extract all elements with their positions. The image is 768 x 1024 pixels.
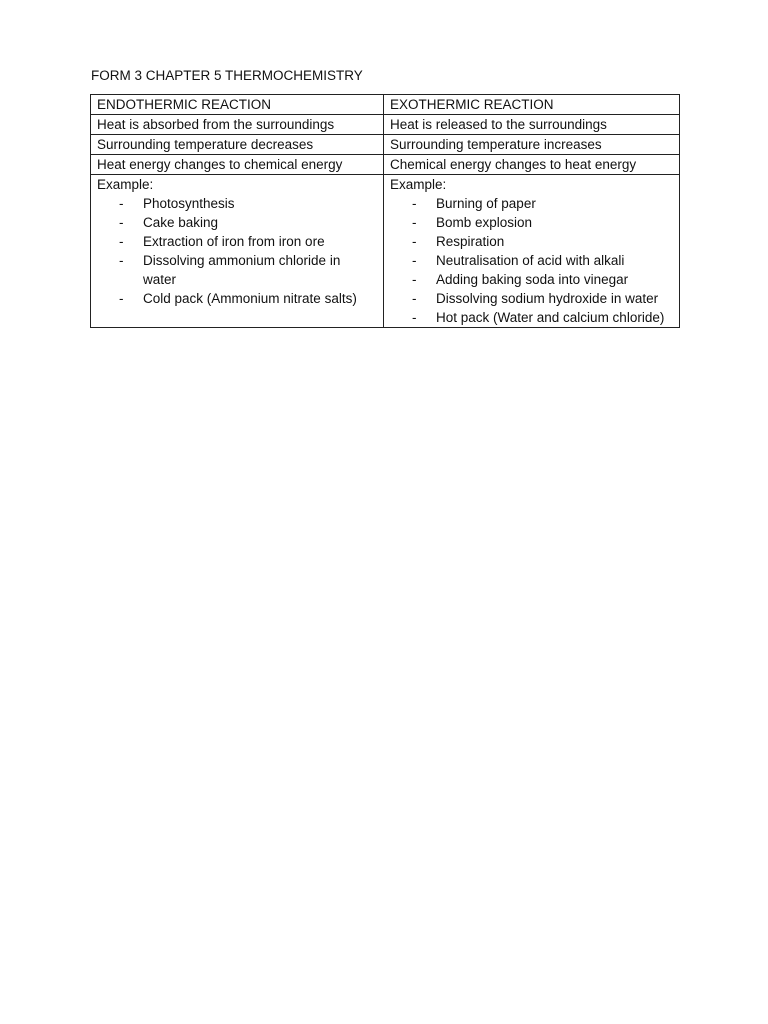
list-item: - Respiration — [390, 232, 673, 251]
table-row — [91, 155, 680, 175]
exothermic-temperature-cell: Surrounding temperature increases — [384, 135, 680, 155]
header-exothermic: EXOTHERMIC REACTION — [384, 95, 680, 115]
exothermic-examples-list — [390, 194, 673, 327]
table-row — [91, 115, 680, 135]
table-header-row — [91, 95, 680, 115]
list-item: - Dissolving ammonium chloride in water — [97, 251, 377, 289]
examples-row — [91, 175, 680, 328]
list-item: - Photosynthesis — [97, 194, 377, 213]
table-row — [91, 135, 680, 155]
list-item: - Cake baking — [97, 213, 377, 232]
exothermic-energy-cell: Chemical energy changes to heat energy — [384, 155, 680, 175]
endothermic-heat-cell: Heat is absorbed from the surroundings — [91, 115, 384, 135]
document-title: FORM 3 CHAPTER 5 THERMOCHEMISTRY — [91, 68, 363, 83]
endothermic-examples-cell — [91, 175, 384, 328]
endothermic-energy-cell: Heat energy changes to chemical energy — [91, 155, 384, 175]
endothermic-temperature-cell: Surrounding temperature decreases — [91, 135, 384, 155]
header-endothermic: ENDOTHERMIC REACTION — [91, 95, 384, 115]
list-item: - Hot pack (Water and calcium chloride) — [390, 308, 673, 327]
examples-label: Example: — [390, 177, 447, 192]
endothermic-examples-list — [97, 194, 377, 308]
list-item: - Adding baking soda into vinegar — [390, 270, 673, 289]
list-item: - Extraction of iron from iron ore — [97, 232, 377, 251]
list-item: - Dissolving sodium hydroxide in water — [390, 289, 673, 308]
list-item: - Neutralisation of acid with alkali — [390, 251, 673, 270]
exothermic-examples-cell — [384, 175, 680, 328]
list-item: - Burning of paper — [390, 194, 673, 213]
list-item: - Cold pack (Ammonium nitrate salts) — [97, 289, 377, 308]
list-item: - Bomb explosion — [390, 213, 673, 232]
exothermic-heat-cell: Heat is released to the surroundings — [384, 115, 680, 135]
thermochemistry-comparison-table — [90, 94, 680, 328]
examples-label: Example: — [97, 177, 154, 192]
